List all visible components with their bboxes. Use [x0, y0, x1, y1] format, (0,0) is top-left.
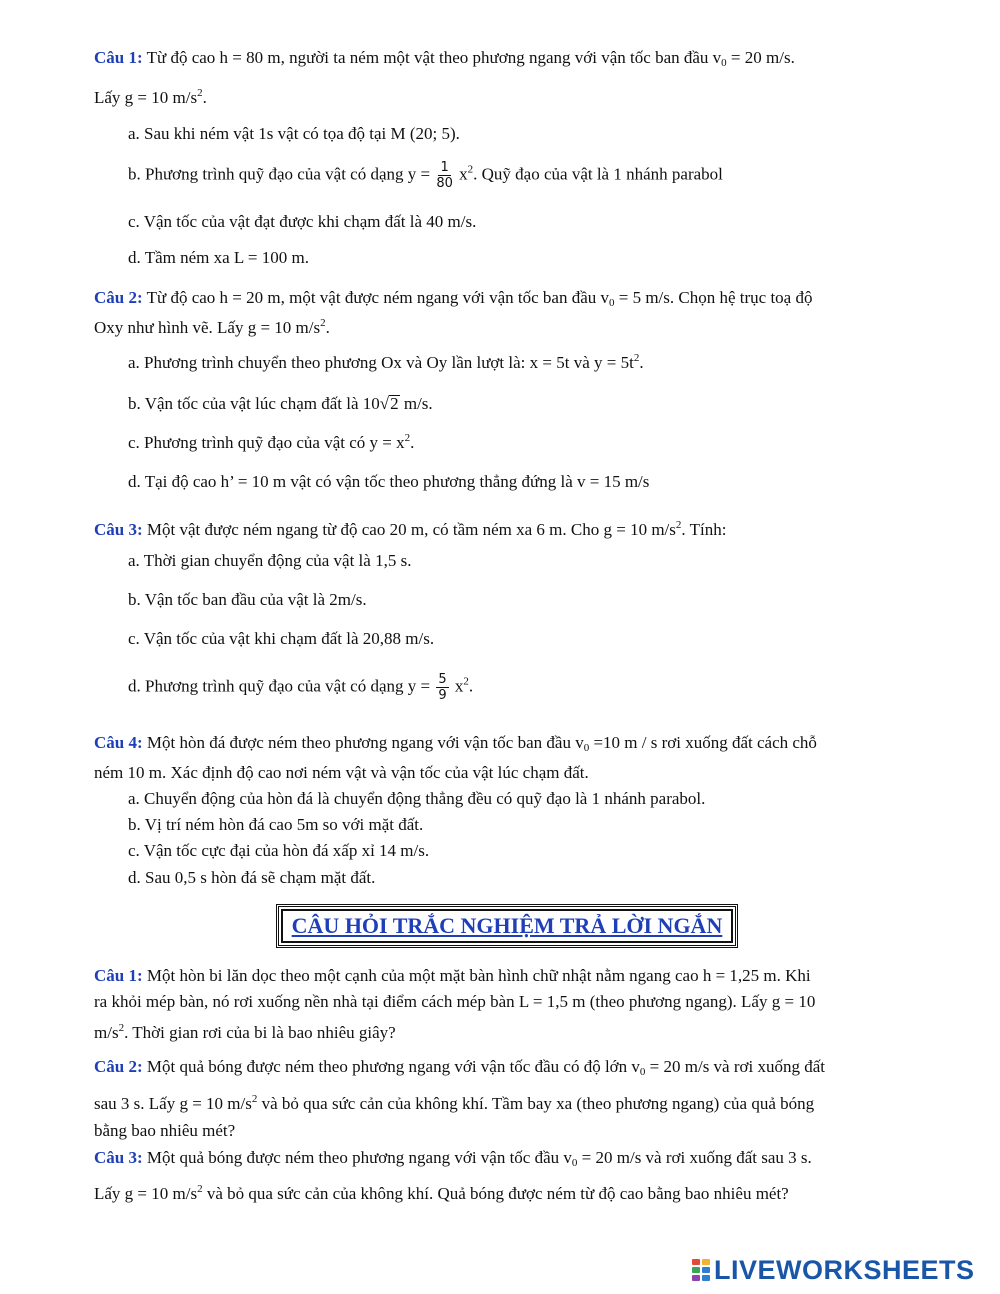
question-label: Câu 1: — [94, 48, 143, 67]
option-a: a. Sau khi ném vật 1s vật có tọa độ tại M (20; 5). — [128, 124, 460, 143]
option-c: c. Vận tốc của vật khi chạm đất là 20,88 m/s. — [128, 629, 435, 648]
sqrt-symbol: √ — [379, 394, 390, 413]
liveworksheets-logo — [692, 1255, 975, 1285]
option-b: b. Vận tốc của vật lúc chạm đất là 10√2 m/s. — [128, 394, 433, 413]
logo-text: LIVEWORKSHEETS — [714, 1254, 975, 1285]
option-a: a. Chuyển động của hòn đá là chuyển động thẳng đều có quỹ đạo là 1 nhánh parabol. — [128, 789, 706, 808]
question-label: Câu 3: — [94, 1148, 143, 1167]
option-d: d. Phương trình quỹ đạo của vật có dạng y = $\frac{5}{9}$ $x^2$. — [128, 672, 474, 703]
question-2: Câu 2: Từ độ cao h = 20 m, một vật được ném ngang với vận tốc ban đầu $v_0 = 5$ m/s. Chọn hệ trục toạ độ — [94, 288, 813, 309]
question-label: Câu 1: — [94, 966, 143, 985]
option-a: a. Phương trình chuyển theo phương Ox và Oy lần lượt là: x = 5t và $y = 5t^2$. — [128, 352, 644, 372]
section-heading-text: CÂU HỎI TRẮC NGHIỆM TRẢ LỜI NGẮN — [281, 909, 733, 943]
short-question-1: Câu 1: Một hòn bi lăn dọc theo một cạnh của một mặt bàn hình chữ nhật nằm ngang cao h = 1,25 m. Khi ra khỏi mép bàn, nó rơi xuống nền nhà tại điểm cách mép bàn L = 1,5 m (theo phương ngang). Lấy g = 10 $m/s^2$. Thời gian rơi của bi là bao nhiêu giây? — [94, 966, 816, 1042]
option-d: d. Sau 0,5 s hòn đá sẽ chạm mặt đất. — [128, 868, 376, 887]
question-label: Câu 4: — [94, 733, 143, 752]
section-heading — [276, 904, 738, 948]
worksheet-icon — [692, 1259, 710, 1281]
option-d: d. Tầm ném xa L = 100 m. — [128, 248, 309, 267]
fraction: $\frac{5}{9}$ — [438, 672, 447, 703]
question-2-line2: Oxy như hình vẽ. Lấy g = 10 $m/s^2$. — [94, 317, 330, 337]
question-1-line2: Lấy g = 10 $m/s^2$. — [94, 87, 207, 107]
option-d: d. Tại độ cao h’ = 10 m vật có vận tốc theo phương thẳng đứng là v = 15 m/s — [128, 472, 650, 491]
option-b: b. Vị trí ném hòn đá cao 5m so với mặt đất. — [128, 815, 424, 834]
option-a: a. Thời gian chuyển động của vật là 1,5 s. — [128, 551, 412, 570]
short-question-2: Câu 2: Một quả bóng được ném theo phương ngang với vận tốc đầu có độ lớn $v_0 = 20$ m/s và rơi xuống đất sau 3 s. Lấy g = 10 $m/s^2$ và bỏ qua sức cản của không khí. Tầm bay xa (theo phương ngang) của quả bóng bằng bao nhiêu mét? — [94, 1057, 825, 1140]
question-label: Câu 3: — [94, 520, 143, 539]
question-3: Câu 3: Một vật được ném ngang từ độ cao 20 m, có tầm ném xa 6 m. Cho g = 10 $m/s^2$. Tính: — [94, 519, 727, 539]
short-question-3: Câu 3: Một quả bóng được ném theo phương ngang với vận tốc đầu $v_0 = 20$ m/s và rơi xuống đất sau 3 s. Lấy g = 10 $m/s^2$ và bỏ qua sức cản của không khí. Quả bóng được ném từ độ cao bằng bao nhiêu mét? — [94, 1148, 812, 1203]
question-4: Câu 4: Một hòn đá được ném theo phương ngang với vận tốc ban đầu $v_0 =10$ m / s rơi xuống đất cách chỗ — [94, 733, 817, 754]
option-c: c. Phương trình quỹ đạo của vật có $y = x^2$. — [128, 432, 415, 452]
option-c: c. Vận tốc của vật đạt được khi chạm đất là 40 m/s. — [128, 212, 477, 231]
question-1: Câu 1: Từ độ cao h = 80 m, người ta ném một vật theo phương ngang với vận tốc ban đầu $v_0 = 20$ m/s. — [94, 48, 795, 69]
option-b: b. Phương trình quỹ đạo của vật có dạng y = $\frac{1}{80}$ $x^2$. Quỹ đạo của vật là 1 nhánh parabol — [128, 160, 723, 191]
fraction: $\frac{1}{80}$ — [436, 160, 453, 191]
question-label: Câu 2: — [94, 288, 143, 307]
question-4-line2: ném 10 m. Xác định độ cao nơi ném vật và vận tốc của vật lúc chạm đất. — [94, 763, 589, 782]
option-b: b. Vận tốc ban đầu của vật là 2m/s. — [128, 590, 367, 609]
option-c: c. Vận tốc cực đại của hòn đá xấp xỉ 14 m/s. — [128, 841, 430, 860]
question-label: Câu 2: — [94, 1057, 143, 1076]
